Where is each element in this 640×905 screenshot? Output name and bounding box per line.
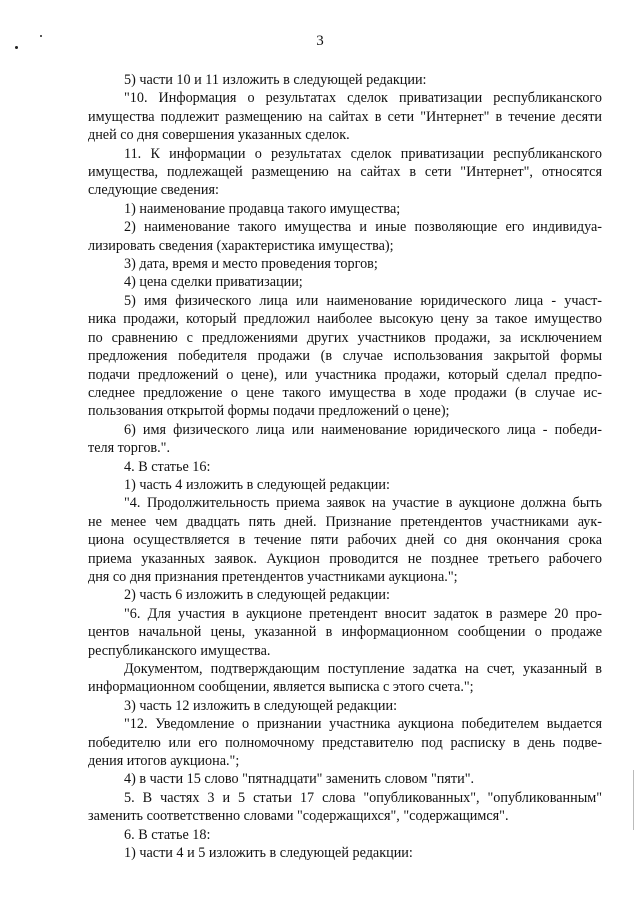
text-line: 4) цена сделки приватизации;	[124, 274, 303, 291]
text-line: имущества подлежит размещению на сайтах в сети "Интернет" в течение десяти	[88, 108, 602, 125]
text-line: 4) в части 15 слово "пятнадцати" заменить словом "пяти".	[124, 771, 475, 788]
text-line: заменить соответственно словами "содержащихся", "содержащимся".	[88, 808, 509, 825]
text-line: информационном сообщении, является выписка с этого счета.";	[88, 679, 474, 696]
text-line: не менее чем двадцать пять дней. Признание претендентов участниками аук-	[88, 513, 602, 530]
text-line: 3) часть 12 изложить в следующей редакции:	[124, 697, 398, 714]
text-line: следующие сведения:	[88, 182, 219, 199]
text-line: "12. Уведомление о признании участника аукциона победителем выдается	[124, 716, 602, 733]
text-line: 1) часть 4 изложить в следующей редакции:	[124, 476, 390, 493]
text-line: ника продажи, который предложил наиболее высокую цену за такое имущество	[88, 311, 602, 328]
text-line: дней со дня совершения указанных сделок.	[88, 127, 350, 144]
text-line: центов начальной цены, указанной в информационном сообщении о продаже	[88, 624, 602, 641]
text-line: 5) имя физического лица или наименование юридического лица - участ-	[124, 292, 602, 309]
scan-edge-mark	[633, 770, 634, 830]
text-line: имущества, подлежащей размещению на сайтах в сети "Интернет", относятся	[88, 164, 602, 181]
text-line: 5) части 10 и 11 изложить в следующей редакции:	[124, 72, 427, 88]
text-line: лизировать сведения (характеристика имущества);	[88, 237, 394, 254]
text-line: следнее предложение о цене такого имущества в ходе продажи (в случае ис-	[88, 384, 602, 401]
text-line: подачи предложений о цене), или участника продажи, который сделал предпо-	[88, 366, 602, 383]
text-line: 3) дата, время и место проведения торгов;	[124, 256, 378, 273]
text-line: по сравнению с предложениями других участников продажи, за исключением	[88, 329, 602, 346]
document-body	[88, 71, 602, 862]
text-line: теля торгов.".	[88, 440, 170, 457]
text-line: 1) части 4 и 5 изложить в следующей редакции:	[124, 845, 413, 862]
text-line: 2) часть 6 изложить в следующей редакции:	[124, 587, 390, 604]
page-number: 3	[316, 33, 324, 49]
text-line: циона осуществляется в течение пяти рабочих дней со дня окончания срока	[88, 532, 602, 549]
text-line: 11. К информации о результатах сделок приватизации республиканского	[124, 145, 602, 162]
text-line: 6. В статье 18:	[124, 826, 211, 843]
text-line: "6. Для участия в аукционе претендент вносит задаток в размере 20 про-	[124, 605, 602, 622]
text-line: республиканского имущества.	[88, 642, 271, 659]
text-line: дня со дня признания претендентов участниками аукциона.";	[88, 568, 458, 585]
text-line: пользования открытой формы подачи предложений о цене);	[88, 403, 450, 420]
text-line: победителю или его полномочному представителю под расписку в день подве-	[88, 734, 602, 751]
text-line: предложения победителя продажи (в случае использования закрытой формы	[88, 348, 602, 365]
text-line: дения итогов аукциона.";	[88, 753, 240, 770]
text-line: "4. Продолжительность приема заявок на участие в аукционе должна быть	[124, 495, 602, 512]
text-line: Документом, подтверждающим поступление задатка на счет, указанный в	[124, 661, 602, 677]
text-line: 4. В статье 16:	[124, 458, 211, 475]
text-line: 6) имя физического лица или наименование юридического лица - победи-	[124, 421, 602, 438]
text-line: приема указанных заявок. Аукцион проводится не позднее третьего рабочего	[88, 550, 602, 567]
text-line: "10. Информация о результатах сделок приватизации республиканского	[124, 90, 602, 107]
text-line: 1) наименование продавца такого имущества;	[124, 200, 401, 217]
text-line: 2) наименование такого имущества и иные позволяющие его индивидуа-	[124, 219, 602, 236]
text-line: 5. В частях 3 и 5 статьи 17 слова "опубликованных", "опубликованным"	[124, 789, 602, 806]
